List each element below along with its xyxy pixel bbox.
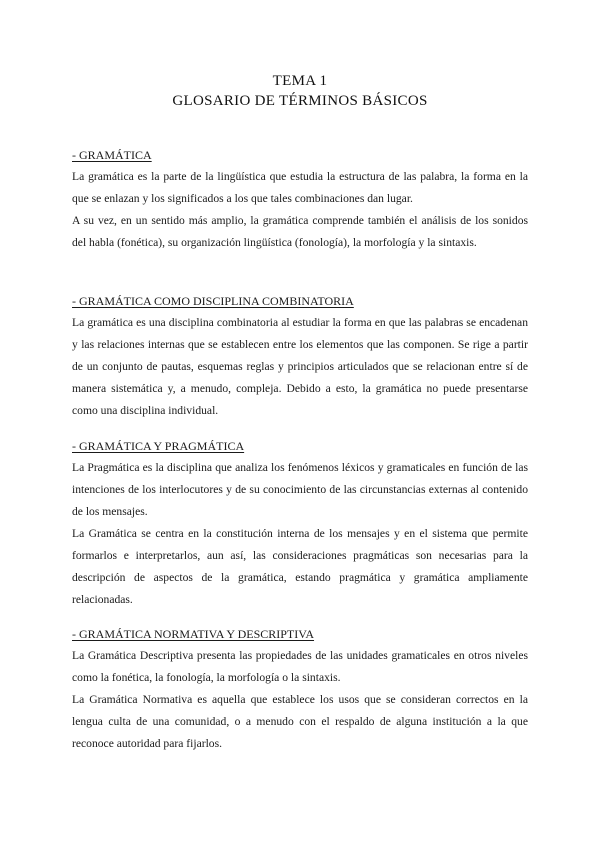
section-paragraph: La gramática es la parte de la lingüística que estudia la estructura de las palabra, la forma en la que se enlazan y los significados a los que tales combinaciones dan lugar. [72, 170, 528, 205]
section-paragraph: La Gramática Descriptiva presenta las propiedades de las unidades gramaticales en otros niveles como la fonética, la fonología, la morfología o la sintaxis. [72, 649, 528, 684]
section-gramatica-normativa-descriptiva [72, 626, 528, 755]
section-paragraph: La Gramática Normativa es aquella que establece los usos que se consideran correctos en la lengua culta de una comunidad, o a menudo con el respaldo de alguna institución a la que reconoce autoridad para fijarlos. [72, 693, 528, 750]
document-title-number: TEMA 1 [272, 73, 328, 89]
section-paragraph: La Pragmática es la disciplina que analiza los fenómenos léxicos y gramaticales en función de las intenciones de los interlocutores y de su conocimiento de las circunstancias externas al contenido de los mensajes. [72, 461, 528, 518]
section-heading: - GRAMÁTICA [72, 148, 152, 162]
document-title: GLOSARIO DE TÉRMINOS BÁSICOS [172, 93, 428, 109]
section-paragraph: La gramática es una disciplina combinatoria al estudiar la forma en que las palabras se encadenan y las relaciones internas que se establecen entre los elementos que las componen. Se rige a partir de un conjunto de pautas, esquemas reglas y principios articulados que se relacionan entre sí de manera sistemática y, a menudo, compleja. Debido a esto, la gramática no puede presentarse como una disciplina individual. [72, 316, 528, 417]
section-paragraph: La Gramática se centra en la constitución interna de los mensajes y en el sistema que permite formarlos e interpretarlos, aun así, las consideraciones pragmáticas son necesarias para la descripción de aspectos de la gramática, estando pragmática y gramática ampliamente relacionadas. [72, 527, 528, 606]
section-paragraph: A su vez, en un sentido más amplio, la gramática comprende también el análisis de los sonidos del habla (fonética), su organización lingüística (fonología), la morfología y la sintaxis. [72, 214, 528, 249]
section-gramatica [72, 147, 528, 254]
section-heading: - GRAMÁTICA COMO DISCIPLINA COMBINATORIA [72, 294, 354, 308]
section-gramatica-pragmatica [72, 438, 528, 611]
section-heading: - GRAMÁTICA NORMATIVA Y DESCRIPTIVA [72, 627, 315, 641]
section-heading: - GRAMÁTICA Y PRAGMÁTICA [72, 439, 245, 453]
section-gramatica-combinatoria [72, 293, 528, 422]
